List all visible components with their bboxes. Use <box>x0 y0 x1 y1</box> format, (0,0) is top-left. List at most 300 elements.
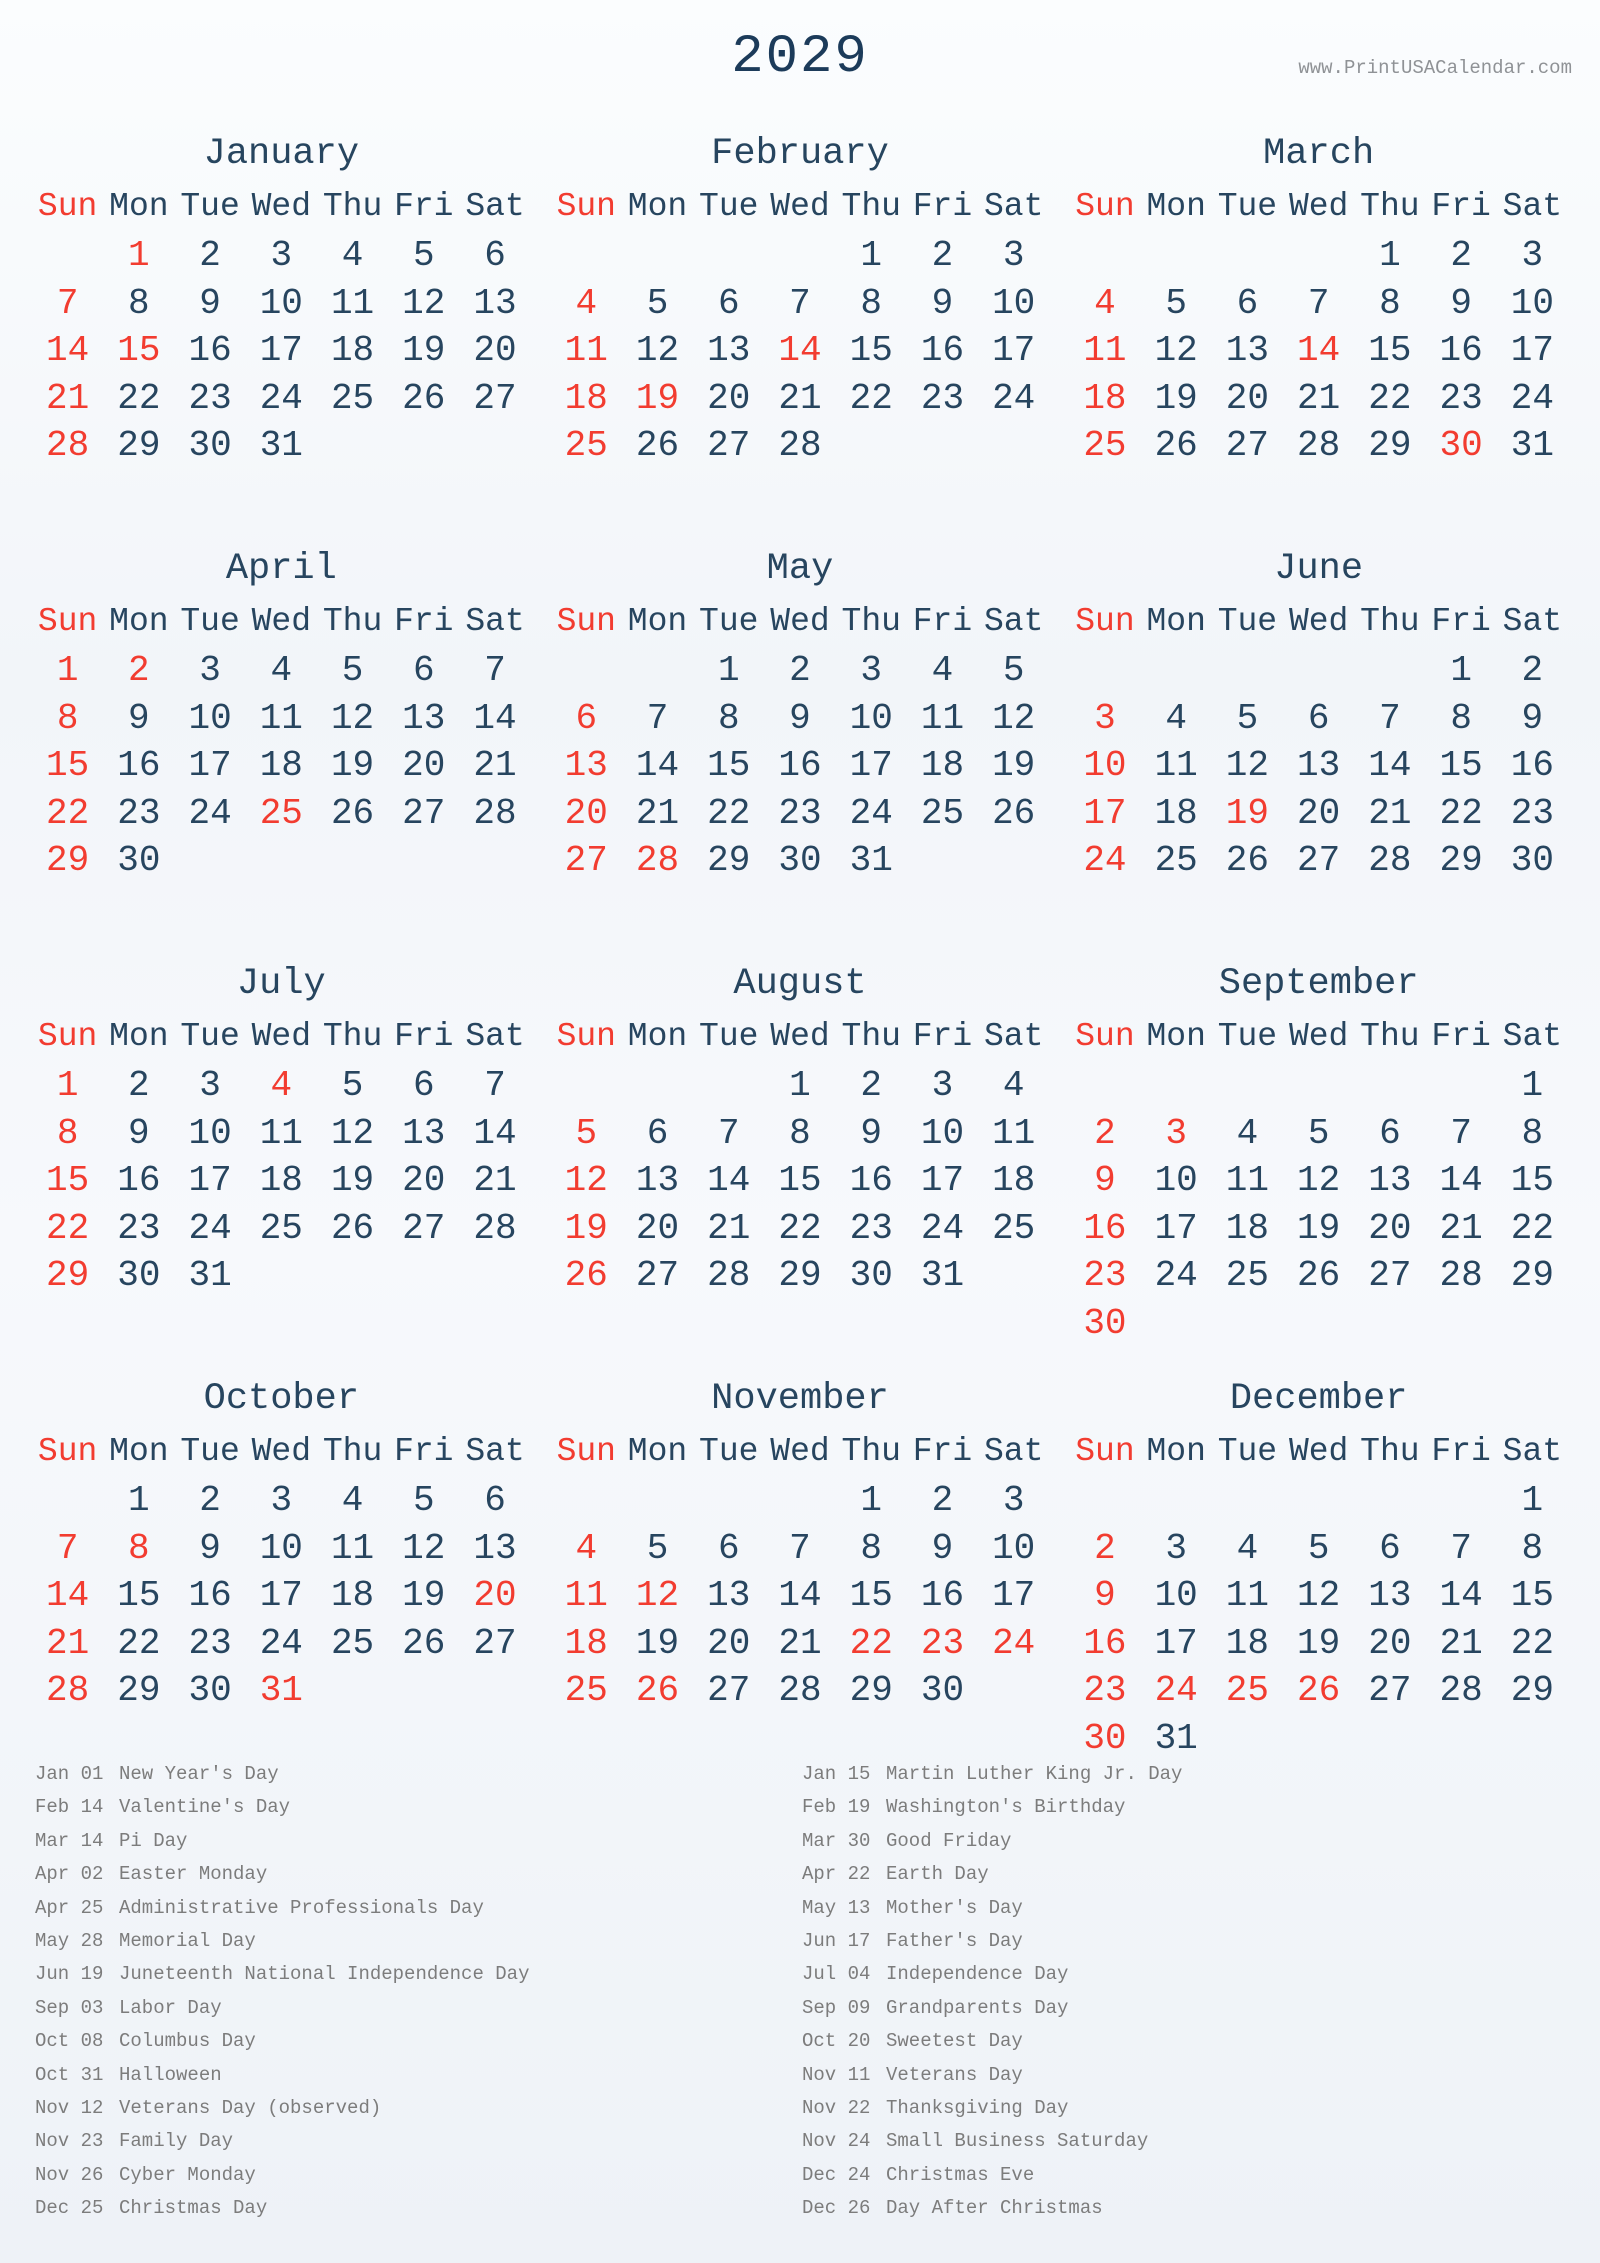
day-cell: 7 <box>484 1065 506 1106</box>
holiday-row <box>802 2125 1182 2158</box>
weekday-label: Wed <box>1288 1018 1349 1055</box>
weekday-label: Sat <box>1502 603 1563 640</box>
day-cell: 4 <box>270 650 293 691</box>
month-title: May <box>766 548 834 590</box>
weekday-label: Thu <box>322 1433 383 1470</box>
month-days <box>551 1062 1050 1300</box>
holiday-row <box>802 2059 1182 2092</box>
day-cell: 12 <box>1225 745 1270 787</box>
holiday-date: Dec 25 <box>35 2197 104 2220</box>
holiday-name: Juneteenth National Independence Day <box>119 1963 530 1986</box>
weekday-label: Fri <box>394 1433 454 1470</box>
month-days <box>1069 1477 1568 1763</box>
day-cell: 18 <box>1083 377 1127 419</box>
month-title: September <box>1218 963 1419 1005</box>
weekday-label: Sat <box>983 603 1044 640</box>
day-cell: 10 <box>188 1112 232 1154</box>
weekday-label: Sun <box>556 188 616 225</box>
day-cell: 3 <box>1165 1527 1187 1569</box>
day-cell: 12 <box>564 1160 608 1202</box>
day-cell: 23 <box>1510 792 1554 834</box>
weekday-header <box>32 190 531 224</box>
day-cell: 30 <box>1439 425 1483 467</box>
holiday-name: Christmas Eve <box>886 2163 1035 2186</box>
day-cell: 7 <box>56 282 79 324</box>
day-cell: 30 <box>117 840 161 882</box>
month-block <box>1069 543 1568 958</box>
day-cell: 7 <box>646 697 669 739</box>
weekday-label: Tue <box>699 188 759 225</box>
day-cell: 10 <box>1083 745 1127 787</box>
day-cell: 2 <box>1094 1527 1116 1569</box>
day-cell: 23 <box>117 1207 161 1249</box>
day-cell: 12 <box>1297 1575 1341 1617</box>
day-cell: 13 <box>707 1575 751 1617</box>
day-cell: 14 <box>1439 1160 1483 1202</box>
day-cell: 15 <box>1368 330 1412 372</box>
day-cell: 25 <box>1083 425 1127 467</box>
calendar-grid <box>32 128 1568 1788</box>
holiday-date: Jul 04 <box>802 1963 871 1986</box>
month-title: July <box>236 963 326 1005</box>
day-cell: 2 <box>789 650 811 691</box>
weekday-label: Sat <box>983 1433 1044 1470</box>
holiday-row <box>35 2025 529 2058</box>
weekday-label: Sat <box>1502 188 1563 225</box>
day-cell: 14 <box>778 330 822 372</box>
day-cell: 3 <box>270 235 293 276</box>
day-cell: 19 <box>635 377 680 419</box>
day-cell: 14 <box>635 745 680 787</box>
empty-cell <box>1069 647 1140 695</box>
month-days <box>551 232 1050 470</box>
day-cell: 23 <box>920 377 965 419</box>
day-cell: 29 <box>778 1255 822 1297</box>
day-cell: 4 <box>1236 1112 1259 1154</box>
day-cell: 23 <box>920 1622 965 1664</box>
day-cell: 18 <box>1225 1622 1270 1664</box>
day-cell: 21 <box>778 377 822 419</box>
day-cell: 13 <box>707 330 751 372</box>
month-days <box>1069 647 1568 885</box>
weekday-label: Sun <box>556 1433 616 1470</box>
month-title: December <box>1229 1378 1408 1420</box>
holiday-name: Martin Luther King Jr. Day <box>886 1763 1183 1785</box>
day-cell: 24 <box>992 377 1036 419</box>
day-cell: 25 <box>330 377 375 419</box>
holiday-date: Feb 14 <box>35 1796 104 1819</box>
month-block <box>551 958 1050 1373</box>
day-cell: 1 <box>1521 1065 1544 1106</box>
day-cell: 15 <box>849 330 893 372</box>
day-cell: 7 <box>789 1527 811 1569</box>
day-cell: 15 <box>1510 1160 1554 1202</box>
weekday-label: Fri <box>912 188 973 225</box>
holiday-row <box>35 1791 529 1824</box>
empty-cell <box>1426 1477 1497 1525</box>
day-cell: 27 <box>564 840 608 882</box>
day-cell: 21 <box>707 1207 751 1249</box>
empty-cell <box>551 232 622 280</box>
weekday-label: Tue <box>1217 1018 1278 1055</box>
holiday-date: Jan 01 <box>35 1763 104 1785</box>
weekday-label: Sun <box>1075 1433 1135 1470</box>
weekday-label: Sun <box>37 188 98 225</box>
weekday-label: Fri <box>394 1018 454 1055</box>
day-cell: 12 <box>402 282 446 324</box>
empty-cell <box>1141 1477 1212 1525</box>
day-cell: 11 <box>330 282 375 324</box>
day-cell: 7 <box>1307 282 1330 324</box>
weekday-label: Thu <box>1360 188 1420 225</box>
day-cell: 22 <box>46 1207 90 1249</box>
day-cell: 25 <box>920 792 965 834</box>
holiday-row <box>802 1925 1182 1958</box>
day-cell: 28 <box>1297 425 1341 467</box>
day-cell: 14 <box>46 1575 90 1617</box>
day-cell: 8 <box>1450 697 1472 739</box>
weekday-label: Tue <box>180 188 240 225</box>
day-cell: 22 <box>1439 792 1483 834</box>
holiday-date: May 13 <box>802 1896 871 1919</box>
day-cell: 27 <box>1368 1670 1412 1712</box>
day-cell: 17 <box>259 330 303 372</box>
day-cell: 12 <box>992 697 1036 739</box>
day-cell: 11 <box>330 1527 375 1569</box>
day-cell: 24 <box>1154 1670 1198 1712</box>
day-cell: 14 <box>473 697 517 739</box>
day-cell: 13 <box>1368 1160 1412 1202</box>
day-cell: 19 <box>402 330 446 372</box>
day-cell: 16 <box>117 745 161 787</box>
day-cell: 18 <box>1225 1207 1270 1249</box>
holiday-date: May 28 <box>35 1929 104 1952</box>
day-cell: 14 <box>46 330 90 372</box>
empty-cell <box>551 1477 622 1525</box>
day-cell: 23 <box>188 1622 232 1664</box>
day-cell: 21 <box>1297 377 1341 419</box>
holiday-row <box>35 1958 529 1991</box>
day-cell: 30 <box>117 1255 161 1297</box>
day-cell: 31 <box>849 840 893 882</box>
day-cell: 3 <box>931 1065 954 1106</box>
day-cell: 20 <box>402 1160 446 1202</box>
day-cell: 23 <box>117 792 161 834</box>
weekday-label: Tue <box>1217 1433 1278 1470</box>
day-cell: 27 <box>707 425 751 467</box>
weekday-label: Mon <box>627 1018 688 1055</box>
day-cell: 15 <box>117 330 161 372</box>
holiday-name: Administrative Professionals Day <box>119 1896 484 1919</box>
day-cell: 4 <box>1165 697 1187 739</box>
day-cell: 12 <box>402 1527 446 1569</box>
holiday-row <box>35 2192 529 2225</box>
day-cell: 5 <box>1236 697 1259 739</box>
day-cell: 30 <box>849 1255 893 1297</box>
day-cell: 5 <box>1165 282 1187 324</box>
weekday-header <box>1069 190 1568 224</box>
day-cell: 22 <box>707 792 751 834</box>
holiday-name: Christmas Day <box>119 2197 268 2220</box>
empty-cell <box>1141 1062 1212 1110</box>
day-cell: 18 <box>564 377 608 419</box>
weekday-label: Fri <box>912 1018 973 1055</box>
day-cell: 6 <box>717 1527 740 1569</box>
day-cell: 19 <box>330 1160 375 1202</box>
day-cell: 24 <box>188 792 232 834</box>
day-cell: 4 <box>1094 282 1116 324</box>
weekday-label: Sun <box>37 1433 98 1470</box>
day-cell: 25 <box>1225 1255 1270 1297</box>
day-cell: 22 <box>1510 1207 1554 1249</box>
day-cell: 6 <box>1307 697 1330 739</box>
day-cell: 3 <box>199 1065 221 1106</box>
day-cell: 16 <box>188 1575 232 1617</box>
month-days <box>1069 232 1568 470</box>
day-cell: 3 <box>860 650 883 691</box>
day-cell: 25 <box>1154 840 1198 882</box>
weekday-header <box>1069 605 1568 639</box>
day-cell: 31 <box>920 1255 965 1297</box>
day-cell: 4 <box>270 1065 293 1106</box>
day-cell: 3 <box>270 1480 293 1521</box>
weekday-label: Thu <box>1360 1433 1420 1470</box>
holiday-date: Jun 17 <box>802 1929 871 1952</box>
day-cell: 2 <box>931 1480 954 1521</box>
day-cell: 24 <box>1154 1255 1198 1297</box>
day-cell: 23 <box>188 377 232 419</box>
month-title: April <box>225 548 337 590</box>
weekday-header <box>32 1020 531 1054</box>
day-cell: 21 <box>473 1160 517 1202</box>
day-cell: 28 <box>1368 840 1412 882</box>
day-cell: 17 <box>849 745 893 787</box>
weekday-label: Fri <box>1431 1018 1491 1055</box>
day-cell: 21 <box>778 1622 822 1664</box>
holiday-name: Pi Day <box>119 1829 188 1852</box>
day-cell: 1 <box>128 235 150 276</box>
weekday-label: Sat <box>983 188 1044 225</box>
holiday-date: Nov 26 <box>35 2163 104 2186</box>
month-block <box>551 543 1050 958</box>
holiday-name: Family Day <box>119 2130 234 2153</box>
day-cell: 24 <box>1510 377 1554 419</box>
weekday-label: Mon <box>109 1433 169 1470</box>
day-cell: 13 <box>1368 1575 1412 1617</box>
day-cell: 22 <box>117 1622 161 1664</box>
weekday-header <box>1069 1435 1568 1469</box>
day-cell: 14 <box>707 1160 751 1202</box>
day-cell: 9 <box>199 282 221 324</box>
day-cell: 15 <box>117 1575 161 1617</box>
day-cell: 5 <box>341 1065 364 1106</box>
weekday-label: Sun <box>37 1018 98 1055</box>
day-cell: 10 <box>259 1527 303 1569</box>
weekday-label: Thu <box>841 1433 901 1470</box>
holiday-name: Halloween <box>119 2063 222 2086</box>
day-cell: 2 <box>199 1480 221 1521</box>
day-cell: 20 <box>1225 377 1270 419</box>
day-cell: 7 <box>484 650 506 691</box>
weekday-label: Sun <box>1075 188 1135 225</box>
day-cell: 20 <box>1297 792 1341 834</box>
day-cell: 2 <box>1521 650 1544 691</box>
weekday-header <box>551 190 1050 224</box>
day-cell: 8 <box>1521 1527 1544 1569</box>
day-cell: 22 <box>778 1207 822 1249</box>
day-cell: 28 <box>1439 1255 1483 1297</box>
day-cell: 1 <box>56 650 79 691</box>
month-title: November <box>711 1378 889 1420</box>
day-cell: 18 <box>330 330 375 372</box>
empty-cell <box>32 1477 103 1525</box>
weekday-label: Tue <box>1217 188 1278 225</box>
day-cell: 9 <box>1094 1160 1116 1202</box>
day-cell: 29 <box>1510 1670 1554 1712</box>
day-cell: 27 <box>402 792 446 834</box>
month-block <box>551 128 1050 543</box>
weekday-header <box>1069 1020 1568 1054</box>
day-cell: 15 <box>1510 1575 1554 1617</box>
day-cell: 29 <box>46 1255 90 1297</box>
holiday-date: Nov 23 <box>35 2130 104 2153</box>
day-cell: 9 <box>199 1527 221 1569</box>
day-cell: 25 <box>564 425 608 467</box>
day-cell: 26 <box>402 377 446 419</box>
day-cell: 2 <box>1450 235 1472 276</box>
day-cell: 21 <box>1439 1622 1483 1664</box>
weekday-label: Wed <box>1288 603 1349 640</box>
day-cell: 24 <box>188 1207 232 1249</box>
day-cell: 8 <box>56 1112 79 1154</box>
day-cell: 6 <box>412 650 435 691</box>
day-cell: 29 <box>117 1670 161 1712</box>
day-cell: 21 <box>1439 1207 1483 1249</box>
day-cell: 9 <box>1521 697 1544 739</box>
empty-cell <box>1069 1477 1140 1525</box>
day-cell: 31 <box>1154 1717 1198 1759</box>
day-cell: 29 <box>1368 425 1412 467</box>
empty-cell <box>551 647 622 695</box>
day-cell: 12 <box>330 697 375 739</box>
day-cell: 22 <box>117 377 161 419</box>
weekday-label: Sat <box>465 1433 525 1470</box>
weekday-header <box>32 605 531 639</box>
day-cell: 15 <box>46 745 90 787</box>
empty-cell <box>32 232 103 280</box>
weekday-label: Sat <box>465 188 525 225</box>
day-cell: 20 <box>1368 1207 1412 1249</box>
day-cell: 26 <box>1297 1670 1341 1712</box>
day-cell: 8 <box>717 697 740 739</box>
day-cell: 16 <box>1083 1622 1127 1664</box>
day-cell: 17 <box>992 330 1036 372</box>
day-cell: 11 <box>1225 1160 1270 1202</box>
day-cell: 19 <box>635 1622 680 1664</box>
day-cell: 21 <box>46 1622 90 1664</box>
weekday-label: Tue <box>699 603 759 640</box>
day-cell: 7 <box>717 1112 740 1154</box>
holiday-row <box>35 2092 529 2125</box>
weekday-label: Mon <box>109 603 169 640</box>
day-cell: 19 <box>1225 792 1270 834</box>
day-cell: 17 <box>1154 1207 1198 1249</box>
day-cell: 5 <box>341 650 364 691</box>
day-cell: 28 <box>473 792 517 834</box>
day-cell: 22 <box>1368 377 1412 419</box>
holiday-row <box>35 1925 529 1958</box>
holiday-name: Earth Day <box>886 1863 989 1886</box>
day-cell: 28 <box>1439 1670 1483 1712</box>
day-cell: 1 <box>1521 1480 1544 1521</box>
weekday-label: Sun <box>1075 603 1135 640</box>
day-cell: 15 <box>707 745 751 787</box>
day-cell: 1 <box>1450 650 1472 691</box>
day-cell: 18 <box>330 1575 375 1617</box>
holiday-date: Mar 14 <box>35 1829 104 1852</box>
day-cell: 8 <box>789 1112 811 1154</box>
day-cell: 7 <box>1450 1112 1472 1154</box>
day-cell: 5 <box>412 235 435 276</box>
day-cell: 2 <box>1094 1112 1116 1154</box>
day-cell: 28 <box>46 425 90 467</box>
empty-cell <box>622 232 693 280</box>
day-cell: 7 <box>789 282 811 324</box>
holiday-name: Columbus Day <box>119 2030 256 2053</box>
day-cell: 10 <box>188 697 232 739</box>
weekday-label: Sun <box>37 603 98 640</box>
holiday-name: Veterans Day (observed) <box>119 2096 382 2119</box>
day-cell: 24 <box>992 1622 1036 1664</box>
day-cell: 4 <box>1002 1065 1025 1106</box>
weekday-label: Wed <box>1288 188 1349 225</box>
month-days <box>32 647 531 885</box>
day-cell: 6 <box>1379 1112 1401 1154</box>
holiday-date: Dec 24 <box>802 2163 871 2186</box>
empty-cell <box>1069 232 1140 280</box>
holiday-name: Valentine's Day <box>119 1796 291 1819</box>
month-days <box>1069 1062 1568 1348</box>
day-cell: 18 <box>1154 792 1198 834</box>
holiday-name: New Year's Day <box>119 1763 279 1785</box>
day-cell: 1 <box>860 1480 883 1521</box>
weekday-label: Wed <box>770 1018 830 1055</box>
day-cell: 12 <box>330 1112 375 1154</box>
day-cell: 8 <box>860 1527 883 1569</box>
weekday-label: Thu <box>322 1018 383 1055</box>
empty-cell <box>1212 1062 1283 1110</box>
website-url: www.PrintUSACalendar.com <box>1298 57 1572 79</box>
day-cell: 27 <box>402 1207 446 1249</box>
day-cell: 28 <box>473 1207 517 1249</box>
weekday-label: Thu <box>322 188 383 225</box>
day-cell: 31 <box>1510 425 1554 467</box>
day-cell: 14 <box>1297 330 1341 372</box>
day-cell: 28 <box>707 1255 751 1297</box>
day-cell: 14 <box>1439 1575 1483 1617</box>
month-block <box>32 1373 531 1788</box>
day-cell: 25 <box>259 1207 303 1249</box>
weekday-header <box>551 1020 1050 1054</box>
day-cell: 3 <box>1165 1112 1187 1154</box>
day-cell: 26 <box>330 792 375 834</box>
day-cell: 18 <box>259 1160 303 1202</box>
day-cell: 7 <box>56 1527 79 1569</box>
day-cell: 5 <box>646 1527 669 1569</box>
day-cell: 4 <box>575 282 598 324</box>
weekday-label: Fri <box>394 188 454 225</box>
weekday-label: Mon <box>109 1018 169 1055</box>
